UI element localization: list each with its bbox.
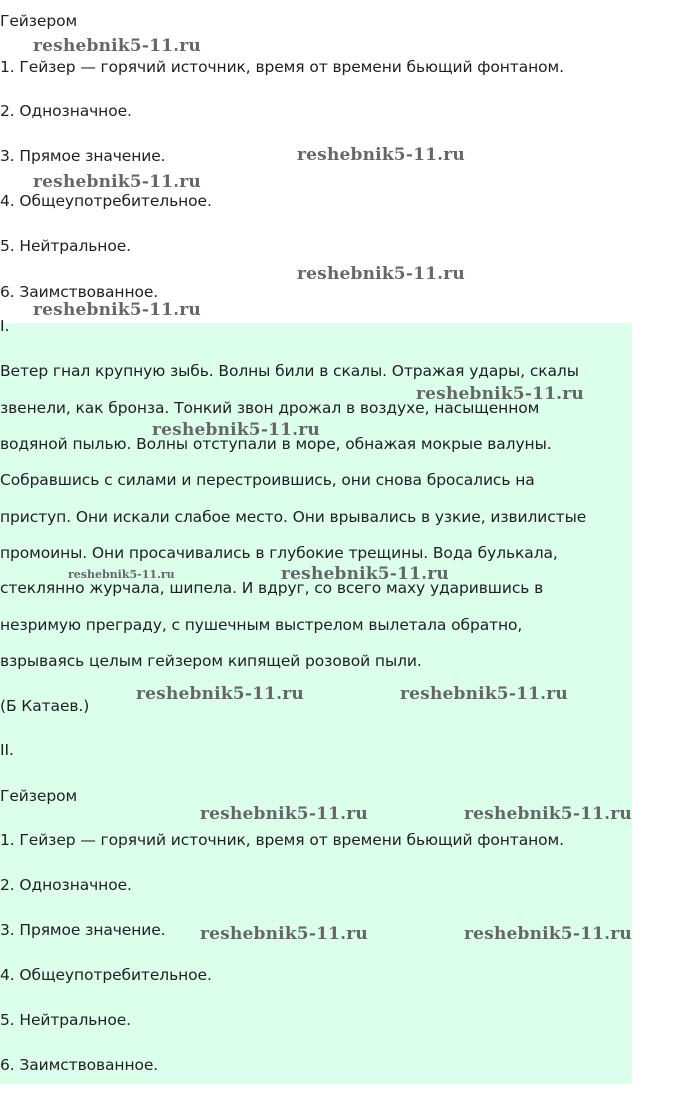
watermark: reshebnik5-11.ru: [297, 145, 465, 165]
green-item-2: 2. Однозначное.: [0, 876, 132, 894]
author-attribution: (Б Катаев.): [0, 697, 90, 715]
green-item-4: 4. Общеупотребительное.: [0, 966, 212, 984]
watermark: reshebnik5-11.ru: [200, 804, 368, 824]
watermark: reshebnik5-11.ru: [464, 924, 632, 944]
watermark: reshebnik5-11.ru: [464, 804, 632, 824]
section-one-marker: I.: [0, 317, 10, 335]
green-title: Гейзером: [0, 787, 78, 805]
watermark: reshebnik5-11.ru: [297, 264, 465, 284]
top-item-1: 1. Гейзер — горячий источник, время от времени бьющий фонтаном.: [0, 58, 564, 76]
text-line-8: незримую преграду, с пушечным выстрелом вылетала обратно,: [0, 616, 523, 634]
watermark: reshebnik5-11.ru: [152, 420, 320, 440]
text-line-1: Ветер гнал крупную зыбь. Волны били в скалы. Отражая удары, скалы: [0, 362, 579, 380]
watermark: reshebnik5-11.ru: [33, 36, 201, 56]
green-item-1: 1. Гейзер — горячий источник, время от времени бьющий фонтаном.: [0, 831, 564, 849]
top-item-6: 6. Заимствованное.: [0, 283, 159, 301]
watermark: reshebnik5-11.ru: [200, 924, 368, 944]
watermark: reshebnik5-11.ru: [33, 300, 201, 320]
top-item-4: 4. Общеупотребительное.: [0, 192, 212, 210]
text-line-4: Собравшись с силами и перестроившись, они снова бросались на: [0, 471, 535, 489]
section-two-marker: II.: [0, 741, 14, 759]
watermark: reshebnik5-11.ru: [416, 384, 584, 404]
top-item-5: 5. Нейтральное.: [0, 237, 131, 255]
top-item-2: 2. Однозначное.: [0, 102, 132, 120]
green-item-5: 5. Нейтральное.: [0, 1011, 131, 1029]
text-line-3: водяной пылью. Волны отступали в море, обнажая мокрые валуны.: [0, 435, 552, 453]
text-line-2: звенели, как бронза. Тонкий звон дрожал в воздухе, насыщенном: [0, 399, 540, 417]
watermark: reshebnik5-11.ru: [33, 172, 201, 192]
text-line-5: приступ. Они искали слабое место. Они врывались в узкие, извилистые: [0, 508, 587, 526]
text-line-7: стеклянно журчала, шипела. И вдруг, со всего маху ударившись в: [0, 579, 544, 597]
top-title: Гейзером: [0, 12, 78, 30]
watermark: reshebnik5-11.ru: [281, 564, 449, 584]
text-line-9: взрываясь целым гейзером кипящей розовой пыли.: [0, 652, 422, 670]
watermark-small: reshebnik5-11.ru: [68, 568, 175, 581]
watermark: reshebnik5-11.ru: [400, 684, 568, 704]
watermark: reshebnik5-11.ru: [136, 684, 304, 704]
green-item-6: 6. Заимствованное.: [0, 1056, 159, 1074]
text-line-6: промоины. Они просачивались в глубокие трещины. Вода булькала,: [0, 544, 558, 562]
top-item-3: 3. Прямое значение.: [0, 147, 166, 165]
green-item-3: 3. Прямое значение.: [0, 921, 166, 939]
